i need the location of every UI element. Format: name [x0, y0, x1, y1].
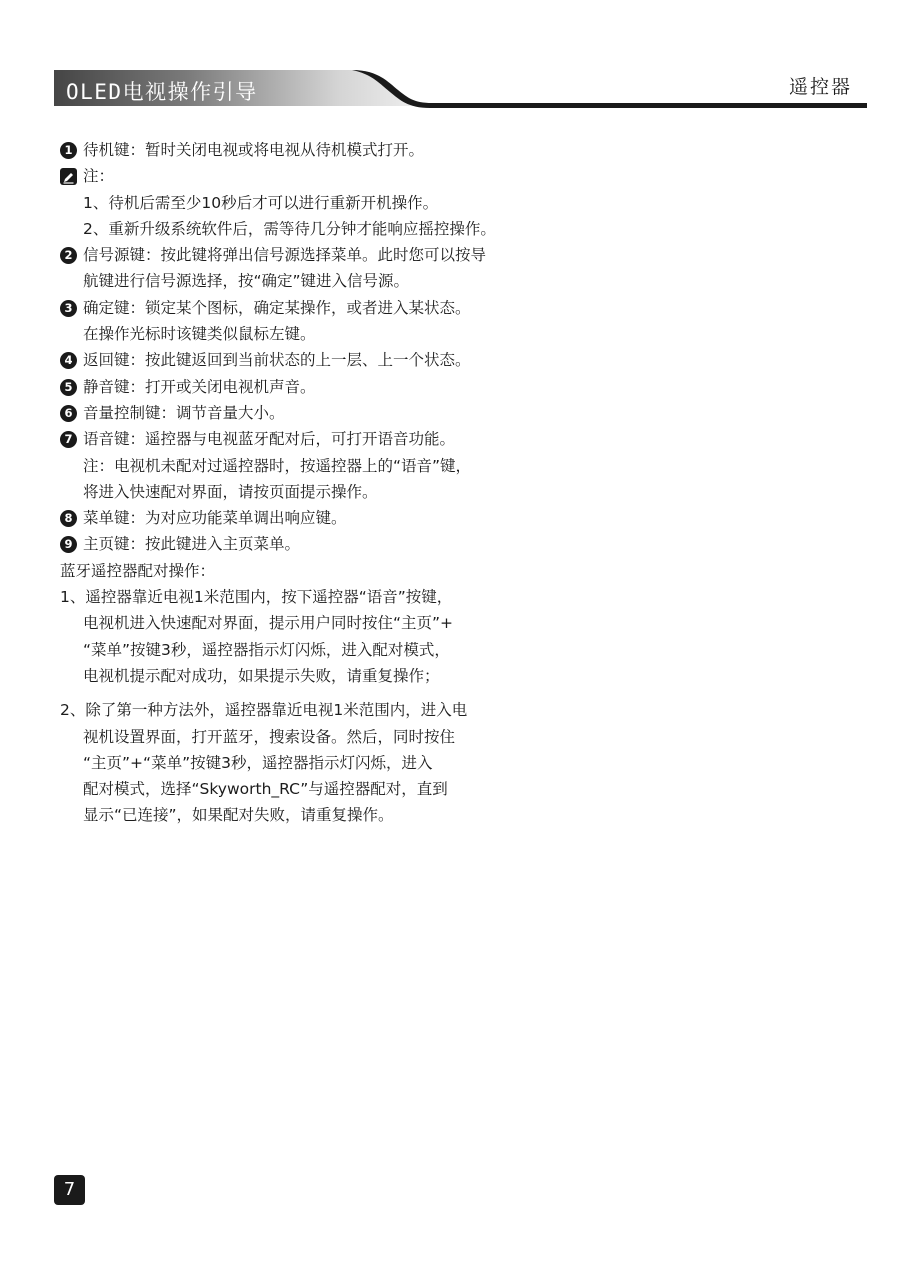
pairing-step-2: 2、除了第一种方法外，遥控器靠近电视1米范围内，进入电 [60, 701, 468, 720]
number-7-icon: 7 [60, 431, 77, 448]
note-line: 2、重新升级系统软件后，需等待几分钟才能响应摇控操作。 [83, 219, 496, 238]
page-header [0, 0, 922, 120]
key-item-ok [60, 295, 540, 321]
key-text: 返回键：按此键返回到当前状态的上一层、上一个状态。 [83, 351, 471, 370]
number-5-icon: 5 [60, 379, 77, 396]
key-text: 静音键：打开或关闭电视机声音。 [83, 377, 316, 396]
key-text-continued: 注：电视机未配对过遥控器时，按遥控器上的“语音”键， [83, 456, 472, 475]
remote-instructions [60, 137, 540, 829]
key-item-menu [60, 505, 540, 531]
key-text-continued: 航键进行信号源选择，按“确定”键进入信号源。 [83, 272, 410, 291]
guide-title: OLED电视操作引导 [66, 80, 258, 104]
key-text-continued: 将进入快速配对界面，请按页面提示操作。 [83, 482, 378, 501]
pairing-step-1-line: “菜单”按键3秒，遥控器指示灯闪烁，进入配对模式， [83, 640, 450, 659]
number-2-icon: 2 [60, 247, 77, 264]
key-item-volume [60, 400, 540, 426]
pairing-step-2-line: “主页”+“菜单”按键3秒，遥控器指示灯闪烁，进入 [83, 753, 433, 772]
number-4-icon: 4 [60, 352, 77, 369]
note-heading [60, 163, 540, 189]
pairing-step-1-line: 电视机进入快速配对界面，提示用户同时按住“主页”+ [83, 614, 454, 633]
pairing-heading: 蓝牙遥控器配对操作： [60, 561, 216, 580]
key-item-standby [60, 137, 540, 163]
page-number: 7 [54, 1175, 85, 1205]
key-text: 音量控制键：调节音量大小。 [83, 403, 285, 422]
pairing-step-2-line: 显示“已连接”，如果配对失败，请重复操作。 [83, 806, 394, 825]
key-text: 确定键：锁定某个图标，确定某操作，或者进入某状态。 [83, 298, 471, 317]
key-item-source [60, 242, 540, 268]
key-text: 语音键：遥控器与电视蓝牙配对后，可打开语音功能。 [83, 430, 456, 449]
pairing-step-1: 1、遥控器靠近电视1米范围内，按下遥控器“语音”按键， [60, 588, 453, 607]
key-item-home [60, 531, 540, 557]
number-9-icon: 9 [60, 536, 77, 553]
pairing-step-2-line: 视机设置界面，打开蓝牙，搜索设备。然后，同时按住 [83, 727, 456, 746]
pairing-step-2-line: 配对模式，选择“Skyworth_RC”与遥控器配对，直到 [83, 780, 448, 799]
key-text: 菜单键：为对应功能菜单调出响应键。 [83, 509, 347, 528]
key-text-continued: 在操作光标时该键类似鼠标左键。 [83, 325, 316, 344]
number-6-icon: 6 [60, 405, 77, 422]
key-item-voice [60, 426, 540, 452]
number-1-icon: 1 [60, 142, 77, 159]
pairing-step-1-line: 电视机提示配对成功，如果提示失败，请重复操作； [83, 666, 440, 685]
key-item-mute [60, 374, 540, 400]
number-3-icon: 3 [60, 300, 77, 317]
key-text: 信号源键：按此键将弹出信号源选择菜单。此时您可以按导 [83, 246, 487, 265]
key-item-back [60, 347, 540, 373]
note-line: 1、待机后需至少10秒后才可以进行重新开机操作。 [83, 193, 439, 212]
key-text: 待机键：暂时关闭电视或将电视从待机模式打开。 [83, 141, 425, 159]
note-label: 注： [83, 167, 115, 186]
key-text: 主页键：按此键进入主页菜单。 [83, 535, 301, 554]
pencil-note-icon [60, 168, 77, 185]
section-title: 遥控器 [788, 76, 852, 98]
number-8-icon: 8 [60, 510, 77, 527]
